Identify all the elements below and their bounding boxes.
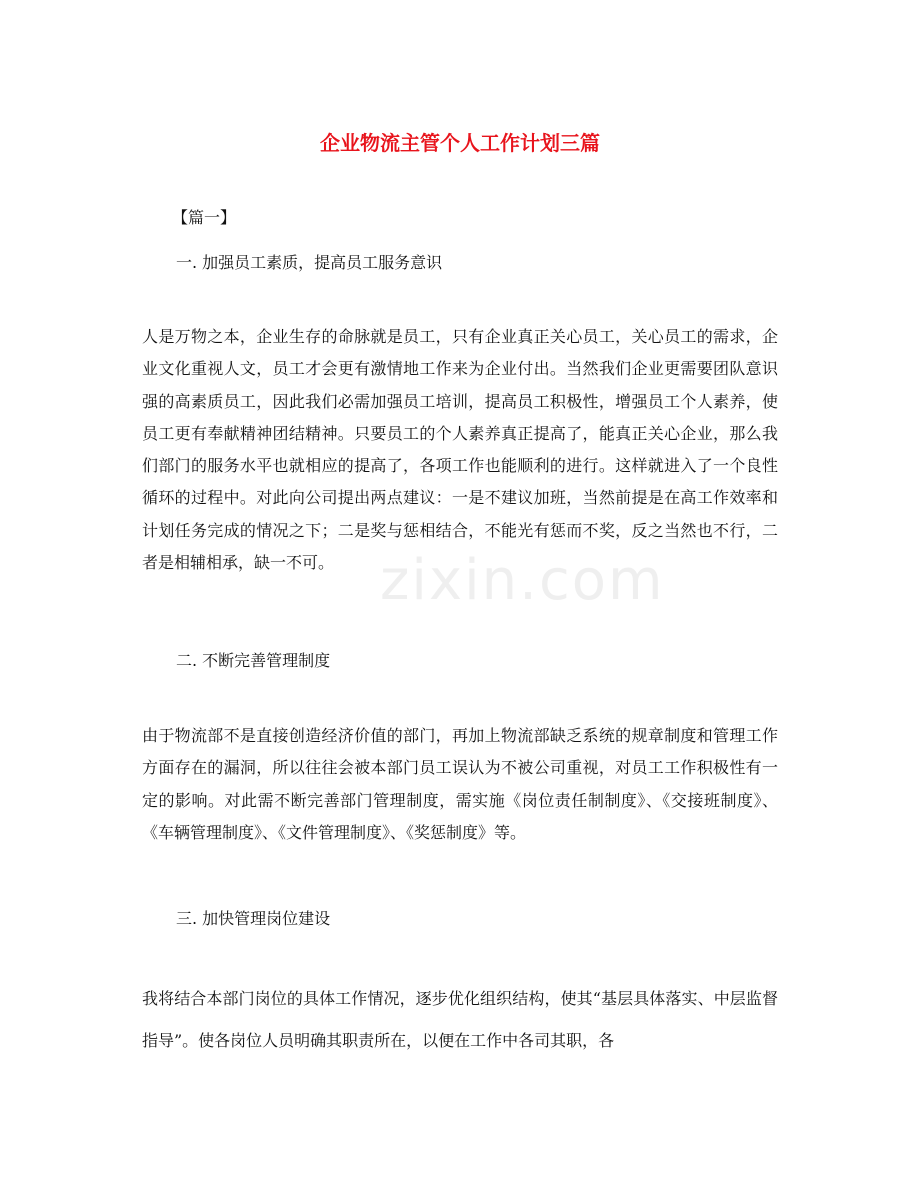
watermark: zixin.com <box>380 548 665 613</box>
document-title: 企业物流主管个人工作计划三篇 <box>320 131 600 155</box>
heading-3: 三. 加快管理岗位建设 <box>176 909 331 928</box>
heading-1: 一. 加强员工素质，提高员工服务意识 <box>176 253 443 272</box>
paragraph-1: 人是万物之本，企业生存的命脉就是员工，只有企业真正关心员工，关心员工的需求，企业文化重视人文，员工才会更有激情地工作来为企业付出。当然我们企业更需要团队意识强的高素质员工，因此我们必需加强员工培训，提高员工积极性，增强员工个人素养，使员工更有奉献精神团结精神。只要员工的个人素养真正提高了，能真正关心企业，那么我们部门的服务水平也就相应的提高了，各项工作也能顺利的进行。这样就进入了一个良性循环的过程中。对此向公司提出两点建议：一是不建议加班，当然前提是在高工作效率和计划任务完成的情况之下；二是奖与惩相结合，不能光有惩而不奖，反之当然也不行，二者是相辅相承，缺一不可。 <box>142 327 778 573</box>
paragraph-2: 由于物流部不是直接创造经济价值的部门，再加上物流部缺乏系统的规章制度和管理工作方面存在的漏洞，所以往往会被本部门员工误认为不被公司重视，对员工工作积极性有一定的影响。对此需不断完善部门管理制度，需实施《岗位责任制制度》、《交接班制度》、《车辆管理制度》、《文件管理制度》、《奖惩制度》等。 <box>142 726 778 842</box>
section-label: 【篇一】 <box>172 208 237 227</box>
heading-2: 二. 不断完善管理制度 <box>176 651 331 670</box>
paragraph-3: 我将结合本部门岗位的具体工作情况，逐步优化组织结构，使其“基层具体落实、中层监督指导”。使各岗位人员明确其职责所在，以便在工作中各司其职，各 <box>142 989 778 1050</box>
